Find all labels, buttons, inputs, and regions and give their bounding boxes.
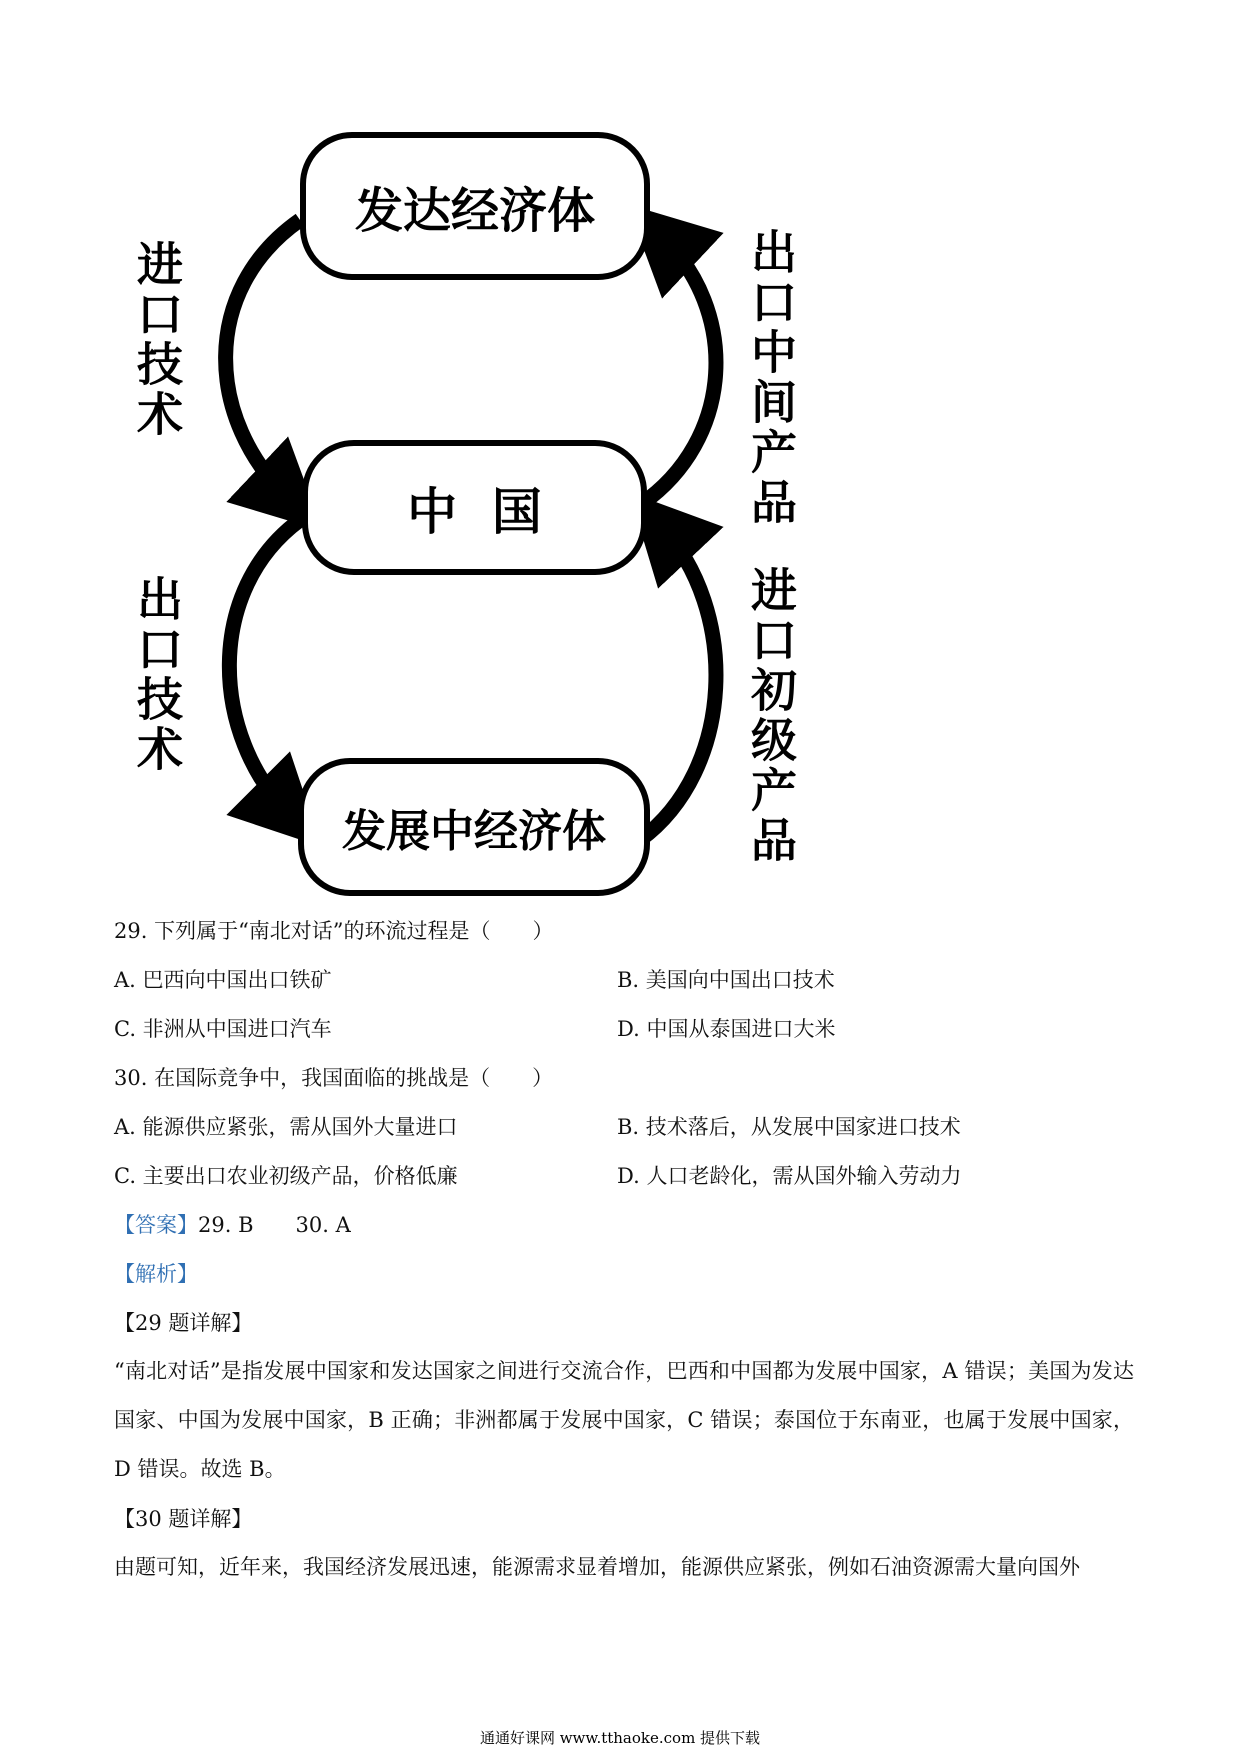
q30-option-c: C. 主要出口农业初级产品，价格低廉: [114, 1164, 458, 1188]
arrow-export-intermediate: [640, 235, 716, 505]
developed-economies-box: [300, 132, 650, 280]
arrow-import-technology: [226, 220, 300, 500]
footer-watermark: 通通好课网 www.tthaoke.com 提供下载: [479, 1729, 761, 1747]
q30-stem: 30. 在国际竞争中，我国面临的挑战是（ ）: [114, 1066, 554, 1090]
q30-option-b: B. 技术落后，从发展中国家进口技术: [617, 1115, 961, 1139]
analysis-tag: 【解析】: [114, 1262, 198, 1286]
label-import-primary: 进口初级产品: [744, 566, 798, 866]
detail30-text: 由题可知，近年来，我国经济发展迅速，能源需求显着增加，能源供应紧张，例如石油资源需大量向国外: [114, 1555, 1080, 1579]
label-export-technology: 出口技术: [130, 575, 184, 775]
answer-tag: 【答案】: [114, 1213, 198, 1237]
detail30-heading: 【30 题详解】: [114, 1507, 253, 1531]
q30-option-d: D. 人口老龄化，需从国外输入劳动力: [617, 1164, 962, 1188]
developing-economies-label: 发展中经济体: [342, 806, 606, 857]
developing-economies-box: [298, 758, 650, 896]
developed-economies-label: 发达经济体: [354, 182, 595, 239]
q30-option-a: A. 能源供应紧张，需从国外大量进口: [114, 1115, 458, 1139]
q29-stem: 29. 下列属于“南北对话”的环流过程是（ ）: [114, 919, 554, 943]
label-import-technology: 进口技术: [130, 240, 184, 440]
arrow-export-technology: [229, 520, 300, 815]
china-box: [302, 440, 647, 575]
q29-option-a: A. 巴西向中国出口铁矿: [114, 968, 332, 992]
label-export-intermediate: 出口中间产品: [744, 228, 798, 528]
china-label: 中 国: [407, 482, 542, 541]
detail29-heading: 【29 题详解】: [114, 1311, 253, 1335]
q29-option-d: D. 中国从泰国进口大米: [617, 1017, 836, 1041]
arrow-import-primary: [640, 525, 716, 840]
q29-option-b: B. 美国向中国出口技术: [617, 968, 835, 992]
q29-option-c: C. 非洲从中国进口汽车: [114, 1017, 332, 1041]
detail29-text: “南北对话”是指发展中国家和发达国家之间进行交流合作，巴西和中国都为发展中国家，A 错误；美国为发达国家、中国为发展中国家，B 正确；非洲都属于发展中国家，C 错误；泰国位于东南亚，也属于发展中国家，D 错误。故选 B。: [114, 1359, 1134, 1481]
answer-line: [114, 1210, 351, 1240]
answer-text: 29. B 30. A: [198, 1213, 351, 1237]
